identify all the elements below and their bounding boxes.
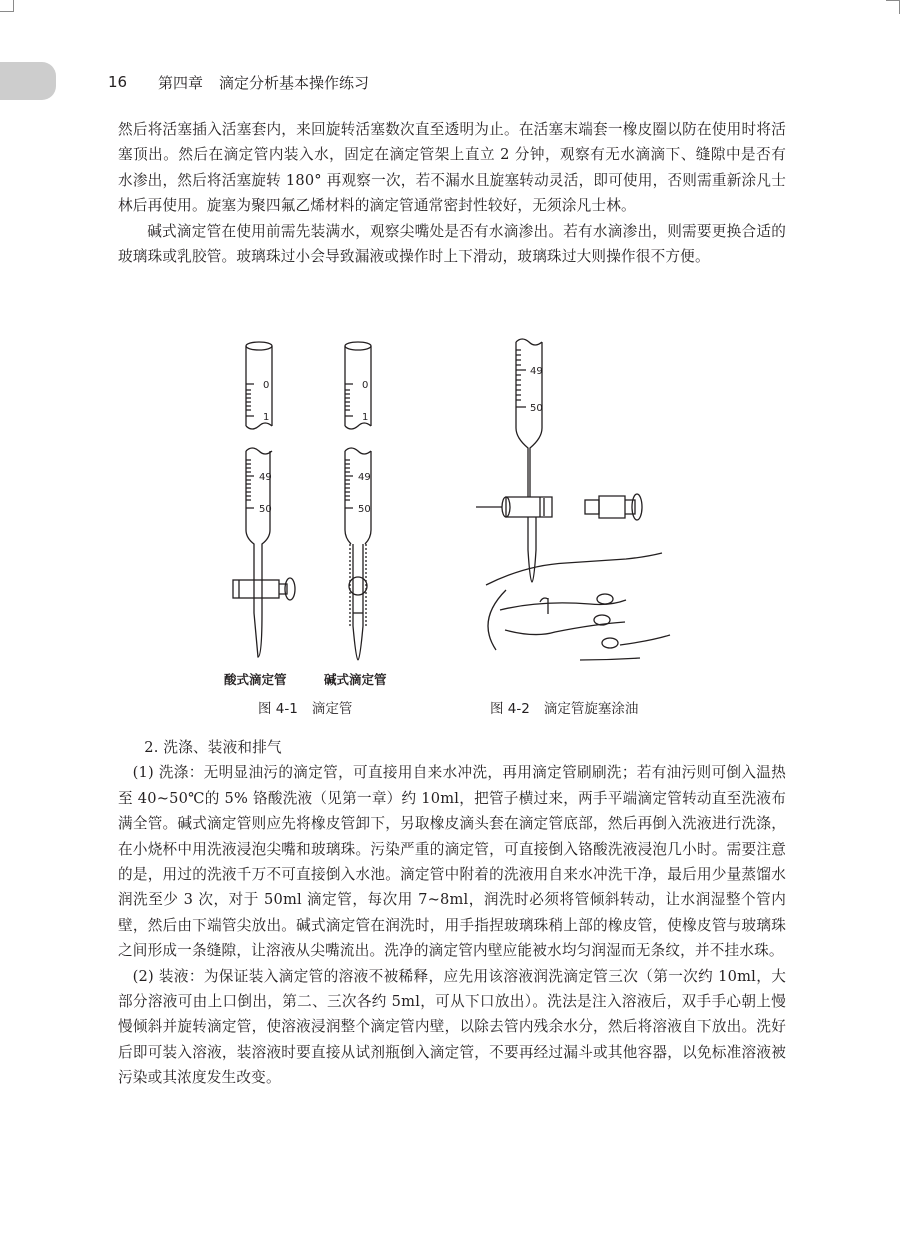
scale-mark-50-fig2: 50 <box>530 403 543 414</box>
chapter-thumb-tab <box>0 62 56 100</box>
chapter-title: 滴定分析基本操作练习 <box>219 73 370 92</box>
figure-number: 图 4-2 <box>490 701 530 717</box>
figure-4-1-caption <box>258 697 352 717</box>
burette-illustrations <box>200 330 680 720</box>
paragraph-block-top <box>118 117 786 269</box>
scale-mark-50-base: 50 <box>358 504 371 515</box>
scale-mark-1: 1 <box>263 412 270 423</box>
paragraph-base-burette-check: 碱式滴定管在使用前需先装满水，观察尖嘴处是否有水滴渗出。若有水滴渗出，则需要更换合适的玻璃珠或乳胶管。玻璃珠过小会导致漏液或操作时上下滑动，玻璃珠过大则操作很不方便。 <box>118 222 786 266</box>
paragraph-stopcock-check: 然后将活塞插入活塞套内，来回旋转活塞数次直至透明为止。在活塞末端套一橡皮圈以防在使用时将活塞顶出。然后在滴定管内装入水，固定在滴定管架上直立 2 分钟，观察有无水滴滴下、缝隙中是否有水渗出，然后将活塞旋转 180° 再观察一次，若不漏水且旋塞转动灵活，即可使用，否则需重新涂凡士林后再使用。旋塞为聚四氟乙烯材料的滴定管通常密封性较好，无须涂凡士林。 <box>118 121 786 215</box>
figure-title: 滴定管旋塞涂油 <box>543 701 639 717</box>
figure-title: 滴定管 <box>311 701 353 717</box>
figure-number: 图 4-1 <box>258 701 298 717</box>
crop-mark-top-left-v <box>13 0 14 12</box>
crop-mark-top-left-h <box>0 11 14 12</box>
figure-area <box>200 330 680 720</box>
running-header <box>108 70 369 94</box>
scale-mark-0: 0 <box>263 380 270 391</box>
chapter-number: 第四章 <box>158 73 204 92</box>
scale-mark-49-base: 49 <box>358 472 371 483</box>
figure-4-2-caption <box>490 697 638 717</box>
scale-mark-1-base: 1 <box>362 412 369 423</box>
paragraph-block-bottom <box>118 735 786 1091</box>
scale-mark-50: 50 <box>259 504 272 515</box>
scale-mark-0-base: 0 <box>362 380 369 391</box>
scale-mark-49: 49 <box>259 472 272 483</box>
page-number: 16 <box>108 73 128 91</box>
label-acid-burette: 酸式滴定管 <box>224 672 287 687</box>
crop-mark-top-right-h <box>886 0 900 1</box>
paragraph-washing: (1) 洗涤：无明显油污的滴定管，可直接用自来水冲洗，再用滴定管刷刷洗；若有油污则可倒入温热至 40~50℃的 5% 铬酸洗液（见第一章）约 10ml，把管子横过来，两手平端滴定管转动直至洗液布满全管。碱式滴定管则应先将橡皮管卸下，另取橡皮滴头套在滴定管底部，然后再倒入洗液进行洗涤，在小烧杯中用洗液浸泡尖嘴和玻璃珠。污染严重的滴定管，可直接倒入铬酸洗液浸泡几小时。需要注意的是，用过的洗液千万不可直接倒入水池。滴定管中附着的洗液用自来水冲洗干净，最后用少量蒸馏水润洗至少 3 次，对于 50ml 滴定管，每次用 7~8ml，润洗时必须将管倾斜转动，让水润湿整个管内壁，然后由下端管尖放出。碱式滴定管在润洗时，用手指捏玻璃珠稍上部的橡皮管，使橡皮管与玻璃珠之间形成一条缝隙，让溶液从尖嘴流出。洗净的滴定管内壁应能被水均匀润湿而无条纹，并不挂水珠。 <box>118 764 786 960</box>
paragraph-filling: (2) 装液：为保证装入滴定管的溶液不被稀释，应先用该溶液润洗滴定管三次（第一次约 10ml，大部分溶液可由上口倒出，第二、三次各约 5ml，可从下口放出）。洗法是注入溶液后，双手手心朝上慢慢倾斜并旋转滴定管，使溶液浸润整个滴定管内壁，以除去管内残余水分，然后将溶液自下放出。洗好后即可装入溶液，装溶液时要直接从试剂瓶倒入滴定管，不要再经过漏斗或其他容器，以免标准溶液被污染或其浓度发生改变。 <box>118 967 786 1087</box>
section-heading: 2. 洗涤、装液和排气 <box>144 739 282 756</box>
scale-mark-49-fig2: 49 <box>530 366 543 377</box>
label-base-burette: 碱式滴定管 <box>324 672 387 687</box>
